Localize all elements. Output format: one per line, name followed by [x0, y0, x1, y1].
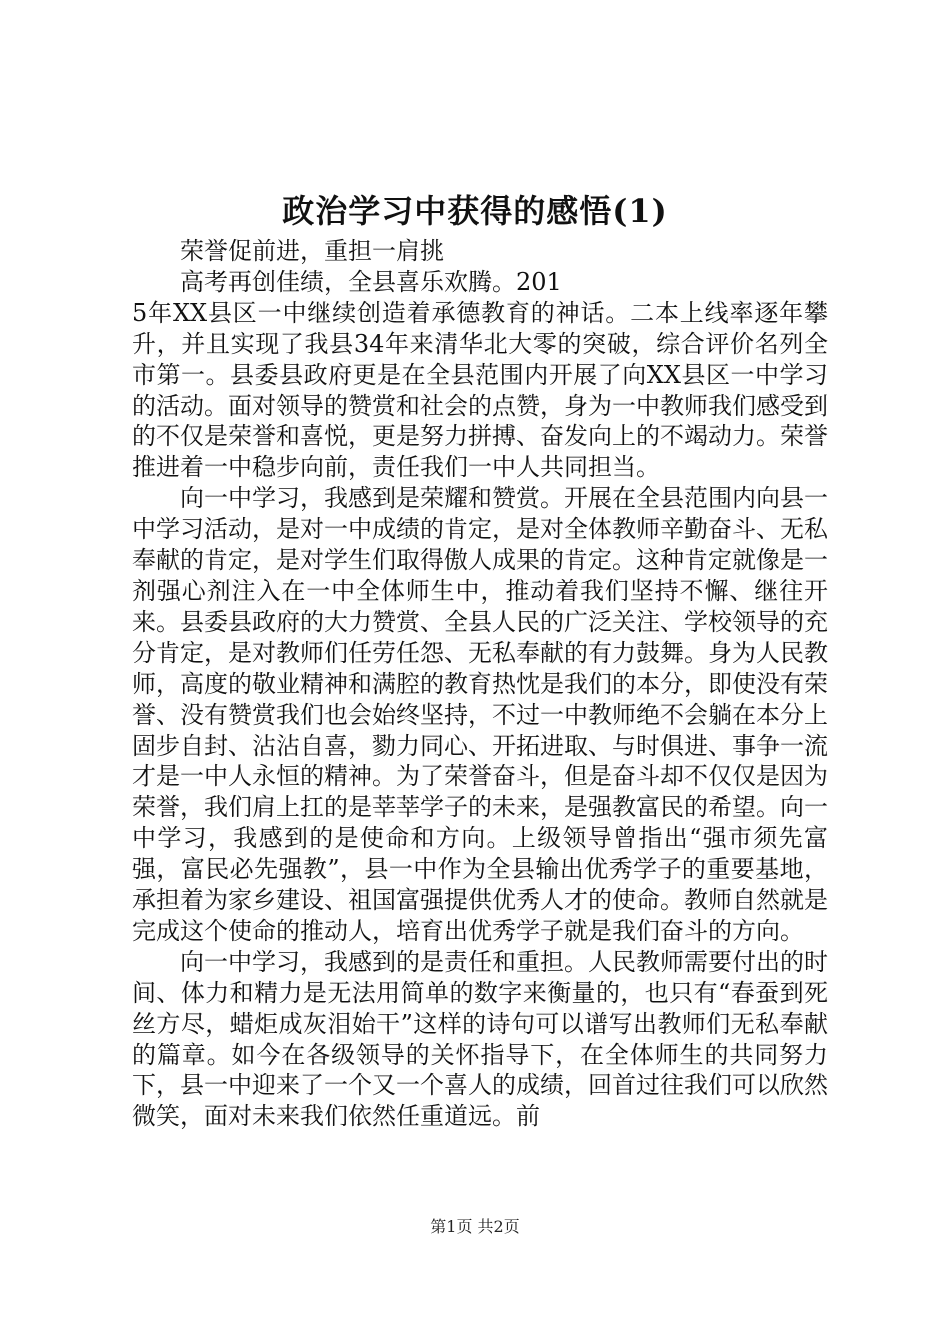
paragraph-body-3: 向一中学习，我感到的是责任和重担。人民教师需要付出的时间、体力和精力是无法用简单的数字来衡量的，也只有“春蚕到死丝方尽，蜡炬成灰泪始干”这样的诗句可以谱写出教师们无私奉献的篇章。如今在各级领导的关怀指导下，在全体师生的共同努力下，县一中迎来了一个又一个喜人的成绩，回首过往我们可以欣然微笑，面对未来我们依然任重道远。前 [132, 947, 828, 1131]
paragraph-body-2: 向一中学习，我感到是荣耀和赞赏。开展在全县范围内向县一中学习活动，是对一中成绩的肯定，是对全体教师辛勤奋斗、无私奉献的肯定，是对学生们取得傲人成果的肯定。这种肯定就像是一剂强心剂注入在一中全体师生中，推动着我们坚持不懈、继往开来。县委县政府的大力赞赏、全县人民的广泛关注、学校领导的充分肯定，是对教师们任劳任怨、无私奉献的有力鼓舞。身为人民教师，高度的敬业精神和满腔的教育热忱是我们的本分，即使没有荣誉、没有赞赏我们也会始终坚持，不过一中教师绝不会躺在本分上固步自封、沾沾自喜，勠力同心、开拓进取、与时俱进、事争一流才是一中人永恒的精神。为了荣誉奋斗，但是奋斗却不仅仅是因为荣誉，我们肩上扛的是莘莘学子的未来，是强教富民的希望。向一中学习，我感到的是使命和方向。上级领导曾指出“强市须先富强，富民必先强教”，县一中作为全县输出优秀学子的重要基地，承担着为家乡建设、祖国富强提供优秀人才的使命。教师自然就是完成这个使命的推动人，培育出优秀学子就是我们奋斗的方向。 [132, 484, 828, 945]
paragraph-intro: 高考再创佳绩，全县喜乐欢腾。201 [180, 267, 562, 296]
document-body [132, 236, 828, 1132]
page-title: 政治学习中获得的感悟(1) [282, 192, 668, 230]
paragraph-body-1: 5年XX县区一中继续创造着承德教育的神话。二本上线率逐年攀升，并且实现了我县34年来清华北大零的突破，综合评价名列全市第一。县委县政府更是在全县范围内开展了向XX县区一中学习的活动。面对领导的赞赏和社会的点赞，身为一中教师我们感受到的不仅是荣誉和喜悦，更是努力拼搏、奋发向上的不竭动力。荣誉推进着一中稳步向前，责任我们一中人共同担当。 [132, 298, 828, 482]
page-footer: 第1页 共2页 [430, 1217, 520, 1236]
paragraph-subtitle: 荣誉促前进，重担一肩挑 [180, 237, 444, 265]
